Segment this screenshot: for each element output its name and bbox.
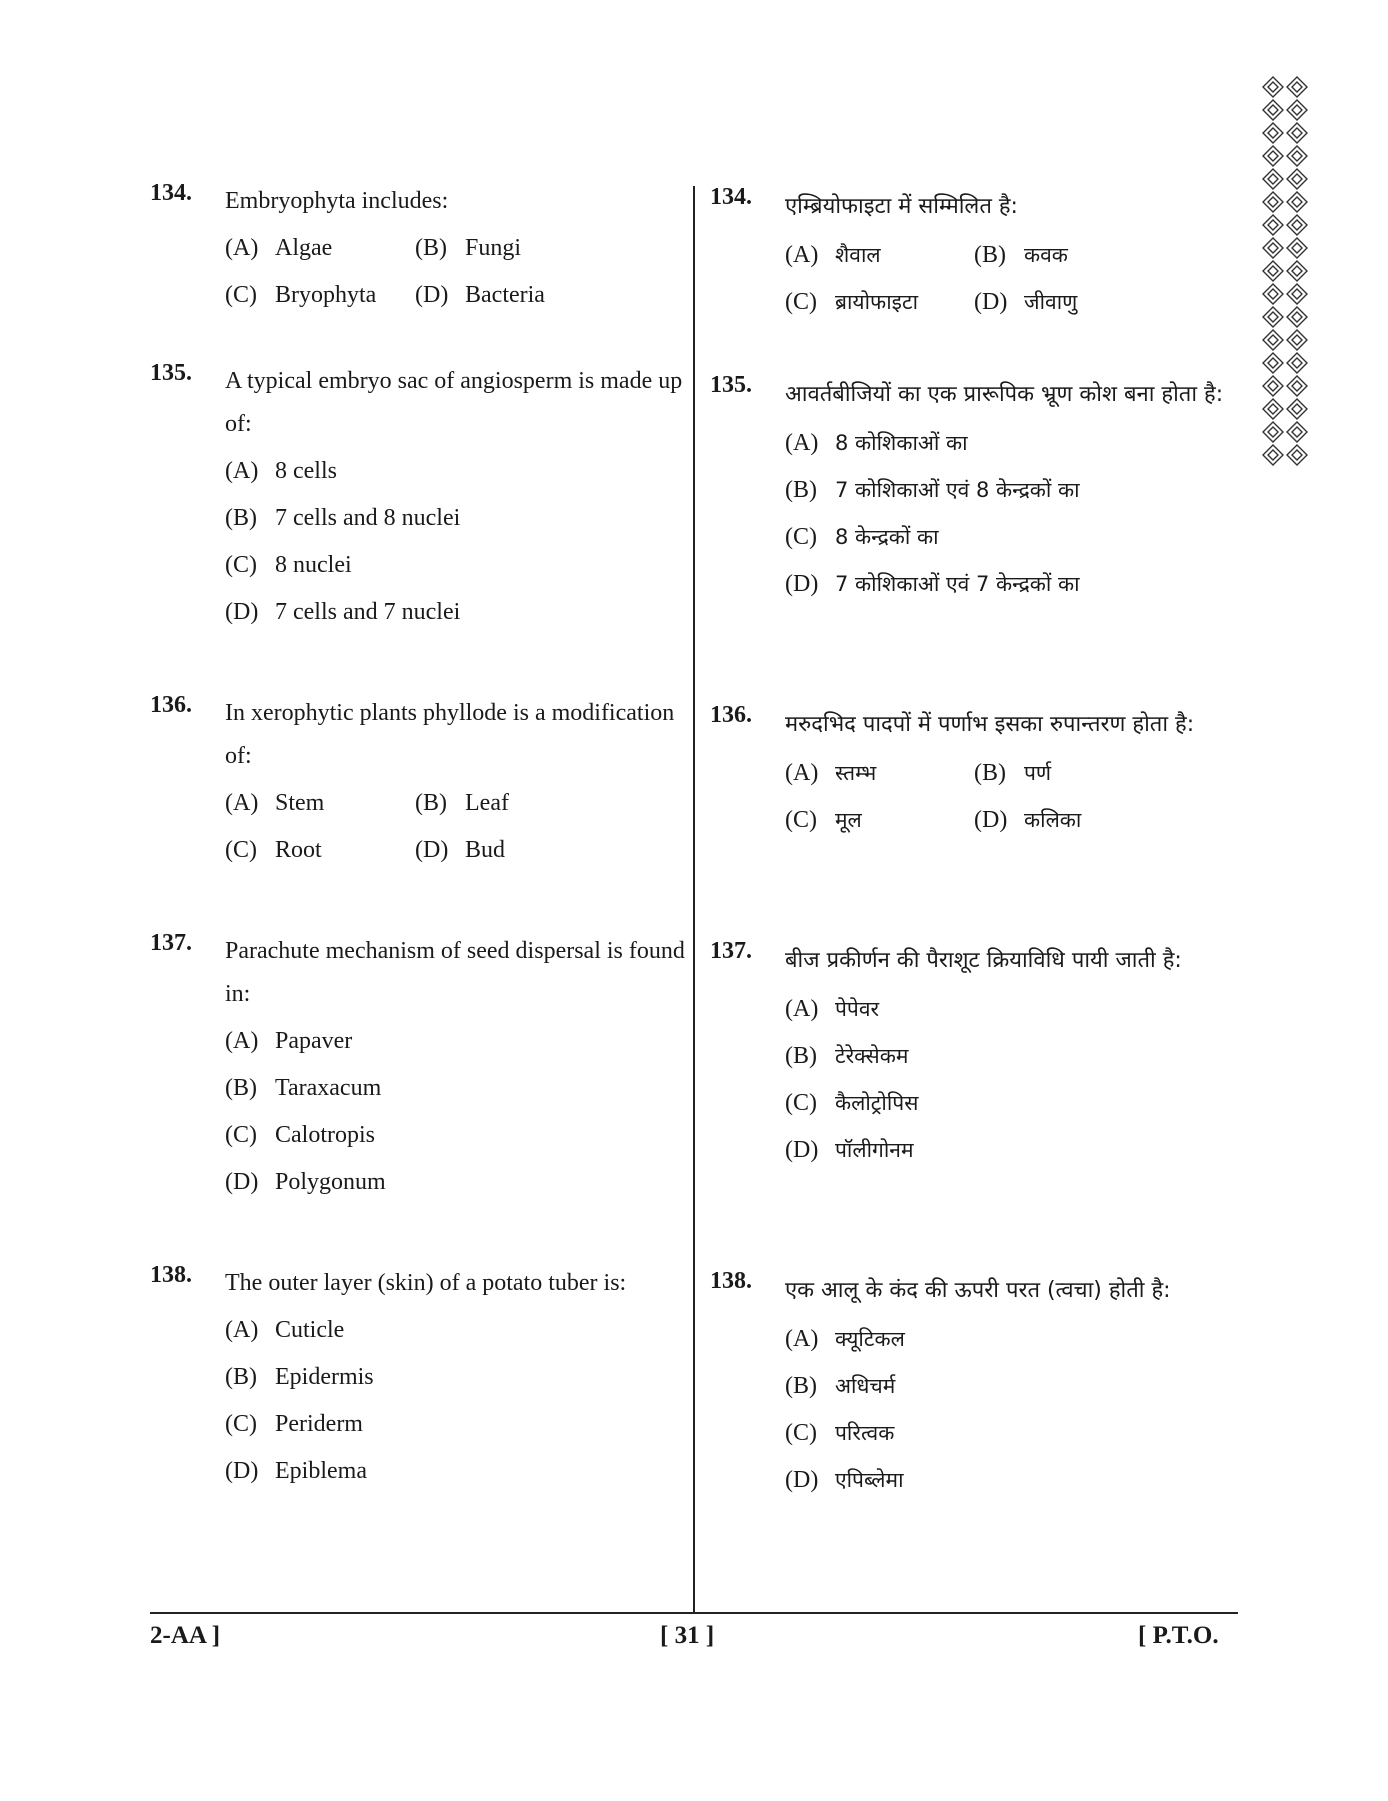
options — [225, 448, 690, 636]
option-d: (D) Bud — [415, 837, 506, 863]
option-d: (D) पॉलीगोनम — [785, 1137, 914, 1163]
option-a: (A) क्यूटिकल — [785, 1326, 905, 1352]
option-a: (A) Algae — [225, 235, 333, 261]
option-d: (D) एपिब्लेमा — [785, 1467, 904, 1493]
option-a: (A) Papaver — [225, 1028, 353, 1054]
option-d: (D) Bacteria — [415, 282, 545, 308]
option-c: (C) Root — [225, 837, 322, 863]
question-text: Parachute mechanism of seed dispersal is found in: — [225, 938, 685, 1007]
options — [785, 750, 1250, 844]
question-number: 135. — [710, 372, 752, 398]
question-134-en — [150, 180, 690, 319]
question-number: 136. — [710, 702, 752, 728]
question-138-hi — [710, 1268, 1250, 1504]
option-a: (A) Stem — [225, 790, 325, 816]
question-number: 134. — [710, 184, 752, 210]
question-135-hi — [710, 372, 1250, 608]
question-136-hi — [710, 702, 1250, 844]
footer-rule — [150, 1612, 1238, 1614]
option-a: (A) Cuticle — [225, 1317, 345, 1343]
question-number: 138. — [710, 1268, 752, 1294]
option-a: (A) शैवाल — [785, 242, 881, 268]
options — [225, 225, 690, 319]
option-c: (C) मूल — [785, 807, 862, 833]
options — [785, 1316, 1250, 1504]
question-136-en — [150, 692, 690, 874]
option-d: (D) 7 cells and 7 nuclei — [225, 599, 461, 625]
options — [225, 1307, 690, 1495]
question-number: 136. — [150, 692, 192, 718]
option-d: (D) Epiblema — [225, 1458, 367, 1484]
options — [785, 986, 1250, 1174]
options — [785, 420, 1250, 608]
option-c: (C) 8 केन्द्रकों का — [785, 524, 939, 550]
option-b: (B) Taraxacum — [225, 1075, 382, 1101]
question-138-en — [150, 1262, 690, 1495]
question-text: The outer layer (skin) of a potato tuber is: — [225, 1270, 627, 1296]
options — [225, 1018, 690, 1206]
options — [785, 232, 1250, 326]
question-text: आवर्तबीजियों का एक प्रारूपिक भ्रूण कोश बना होता है: — [785, 382, 1224, 407]
question-text: Embryophyta includes: — [225, 188, 449, 214]
option-c: (C) Periderm — [225, 1411, 363, 1437]
option-c: (C) ब्रायोफाइटा — [785, 289, 919, 315]
option-d: (D) Polygonum — [225, 1169, 386, 1195]
option-b: (B) टेरेक्सेकम — [785, 1043, 909, 1069]
pto-label: [ P.T.O. — [1138, 1622, 1219, 1649]
question-text: एक आलू के कंद की ऊपरी परत (त्वचा) होती है: — [785, 1278, 1171, 1303]
question-number: 137. — [710, 938, 752, 964]
option-c: (C) 8 nuclei — [225, 552, 352, 578]
question-134-hi — [710, 184, 1250, 326]
option-c: (C) Calotropis — [225, 1122, 375, 1148]
option-c: (C) कैलोट्रोपिस — [785, 1090, 919, 1116]
question-137-en — [150, 930, 690, 1206]
option-b: (B) 7 cells and 8 nuclei — [225, 505, 461, 531]
question-text: बीज प्रकीर्णन की पैराशूट क्रियाविधि पायी जाती है: — [785, 948, 1182, 973]
option-b: (B) Fungi — [415, 235, 522, 261]
option-c: (C) परित्वक — [785, 1420, 895, 1446]
page-number: [ 31 ] — [660, 1622, 715, 1649]
question-number: 135. — [150, 360, 192, 386]
question-number: 138. — [150, 1262, 192, 1288]
question-135-en — [150, 360, 690, 636]
question-text: एम्ब्रियोफाइटा में सम्मिलित है: — [785, 194, 1018, 219]
option-a: (A) 8 cells — [225, 458, 337, 484]
question-text: मरुदभिद पादपों में पर्णाभ इसका रुपान्तरण होता है: — [785, 712, 1195, 737]
option-a: (A) 8 कोशिकाओं का — [785, 430, 968, 456]
column-divider — [693, 186, 695, 1613]
booklet-code: 2-AA ] — [150, 1622, 221, 1649]
options — [225, 780, 690, 874]
question-text: A typical embryo sac of angiosperm is made up of: — [225, 368, 683, 437]
question-number: 137. — [150, 930, 192, 956]
decorative-border-pattern — [1260, 75, 1310, 475]
option-a: (A) स्तम्भ — [785, 760, 877, 786]
option-b: (B) पर्ण — [974, 760, 1052, 786]
question-text: In xerophytic plants phyllode is a modification of: — [225, 700, 675, 769]
option-b: (B) कवक — [974, 242, 1068, 268]
option-b: (B) 7 कोशिकाओं एवं 8 केन्द्रकों का — [785, 477, 1080, 503]
option-c: (C) Bryophyta — [225, 282, 377, 308]
option-d: (D) कलिका — [974, 807, 1082, 833]
option-d: (D) जीवाणु — [974, 289, 1078, 315]
option-b: (B) Leaf — [415, 790, 509, 816]
option-b: (B) Epidermis — [225, 1364, 374, 1390]
question-number: 134. — [150, 180, 192, 206]
option-d: (D) 7 कोशिकाओं एवं 7 केन्द्रकों का — [785, 571, 1080, 597]
option-b: (B) अधिचर्म — [785, 1373, 896, 1399]
option-a: (A) पेपेवर — [785, 996, 880, 1022]
question-137-hi — [710, 938, 1250, 1174]
